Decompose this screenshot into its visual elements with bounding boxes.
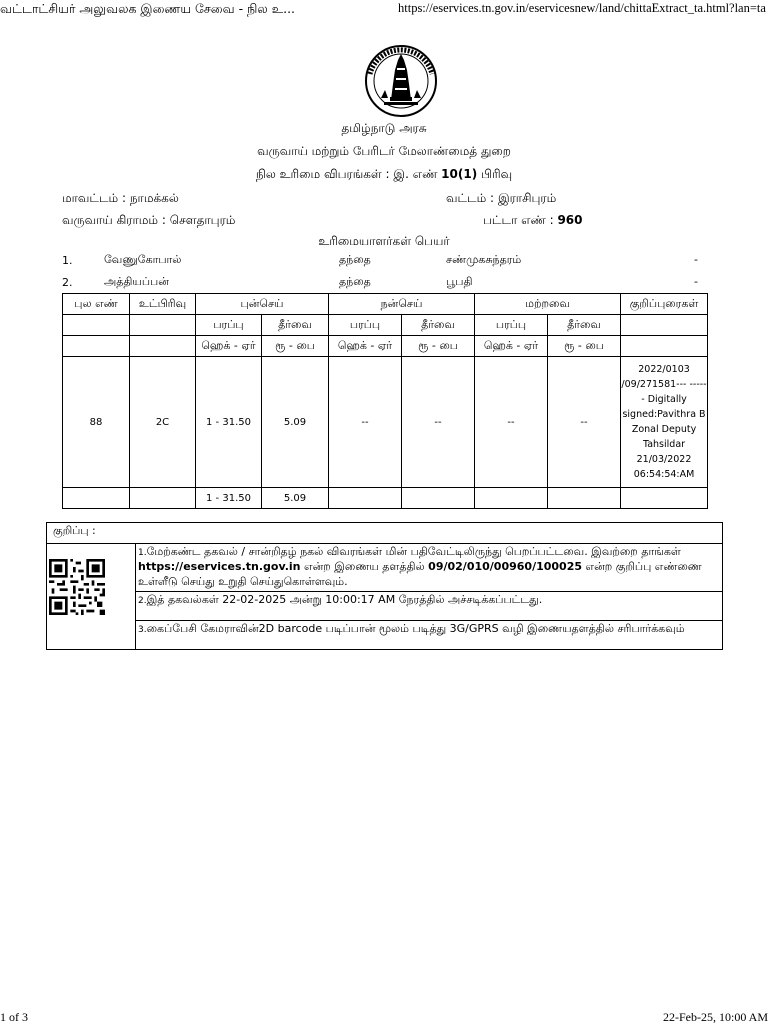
subheader-tax: தீர்வை — [402, 315, 475, 336]
cell-punsei-tax: 5.09 — [262, 357, 329, 488]
cell-subdivision: 2C — [130, 357, 196, 488]
header-survey-no: புல எண் — [63, 294, 130, 315]
subheader-tax: தீர்வை — [262, 315, 329, 336]
qr-code — [47, 544, 136, 650]
notes-heading: குறிப்பு : — [47, 523, 723, 544]
document-title: நில உரிமை விபரங்கள் : இ. எண் 10(1) பிரிவு — [255, 167, 513, 181]
cell-survey-no: 88 — [63, 357, 130, 488]
qr-code-icon — [49, 559, 105, 615]
note-item: 2.இத் தகவல்கள் 22-02-2025 அன்று 10:00:17 AM நேரத்தில் அச்சடிக்கப்பட்டது. — [136, 592, 723, 621]
unit-area: ஹெக் - ஏர் — [196, 336, 262, 357]
unit-area: ஹெக் - ஏர் — [475, 336, 548, 357]
unit-tax: ரூ - பை — [402, 336, 475, 357]
cell-nansei-area: -- — [329, 357, 402, 488]
header-punsei: புன்செய் — [196, 294, 329, 315]
owners-heading: உரிமையாளர்கள் பெயர் — [318, 234, 450, 248]
print-datetime: 22-Feb-25, 10:00 AM — [663, 1010, 768, 1024]
total-punsei-area: 1 - 31.50 — [196, 488, 262, 509]
department-name: வருவாய் மற்றும் பேரிடர் மேலாண்மைத் துறை — [257, 144, 511, 158]
government-name: தமிழ்நாடு அரசு — [341, 121, 427, 135]
page-url: https://eservices.tn.gov.in/eservicesnew/land/chittaExtract_ta.html?lan=ta — [398, 1, 766, 15]
patta-info: பட்டா எண் : 960 — [483, 213, 583, 227]
header-nansei: நன்செய் — [329, 294, 475, 315]
land-records-table — [62, 293, 708, 509]
header-others: மற்றவை — [475, 294, 621, 315]
note-item: 3.கைப்பேசி கேமராவின்2D barcode படிப்பான் மூலம் படித்து 3G/GPRS வழி இணையதளத்தில் சரிபார்க்கவும் — [136, 621, 723, 650]
table-header-row — [63, 294, 708, 315]
table-row — [63, 357, 708, 488]
tamil-nadu-emblem-icon — [364, 44, 438, 118]
eservices-link: https://eservices.tn.gov.in — [138, 560, 301, 573]
table-units-row — [63, 336, 708, 357]
unit-tax: ரூ - பை — [548, 336, 621, 357]
cell-others-tax: -- — [548, 357, 621, 488]
total-punsei-tax: 5.09 — [262, 488, 329, 509]
cell-others-area: -- — [475, 357, 548, 488]
cell-nansei-tax: -- — [402, 357, 475, 488]
taluk-info: வட்டம் : இராசிபுரம் — [446, 191, 557, 205]
page-number: 1 of 3 — [0, 1010, 28, 1024]
district-info: மாவட்டம் : நாமக்கல் — [62, 191, 179, 205]
unit-area: ஹெக் - ஏர் — [329, 336, 402, 357]
village-info: வருவாய் கிராமம் : சௌதாபுரம் — [62, 213, 236, 227]
unit-tax: ரூ - பை — [262, 336, 329, 357]
header-remarks: குறிப்புரைகள் — [621, 294, 708, 315]
cell-punsei-area: 1 - 31.50 — [196, 357, 262, 488]
subheader-area: பரப்பு — [196, 315, 262, 336]
cell-remarks: 2022/0103 /09/271581--- ------ Digitally signed:Pavithra B Zonal Deputy Tahsildar 21/03/2022 06:54:54:AM — [621, 357, 708, 488]
page-title: வட்டாட்சியர் அலுவலக இணைய சேவை - நில உ... — [0, 1, 296, 16]
print-header — [0, 0, 768, 18]
header-subdivision: உட்பிரிவு — [130, 294, 196, 315]
note-item: 1.மேற்கண்ட தகவல் / சான்றிதழ் நகல் விவரங்கள் மின் பதிவேட்டிலிருந்து பெறப்பட்டவை. இவற்றை தாங்கள் https://eservices.tn.gov.in என்ற இணைய தளத்தில் 09/02/010/00960/100025 என்ற குறிப்பு எண்ணை உள்ளீடு செய்து உறுதி செய்துகொள்ளவும். — [136, 544, 723, 592]
table-subheader-row — [63, 315, 708, 336]
subheader-area: பரப்பு — [475, 315, 548, 336]
subheader-tax: தீர்வை — [548, 315, 621, 336]
table-total-row — [63, 488, 708, 509]
subheader-area: பரப்பு — [329, 315, 402, 336]
notes-table — [46, 522, 723, 650]
